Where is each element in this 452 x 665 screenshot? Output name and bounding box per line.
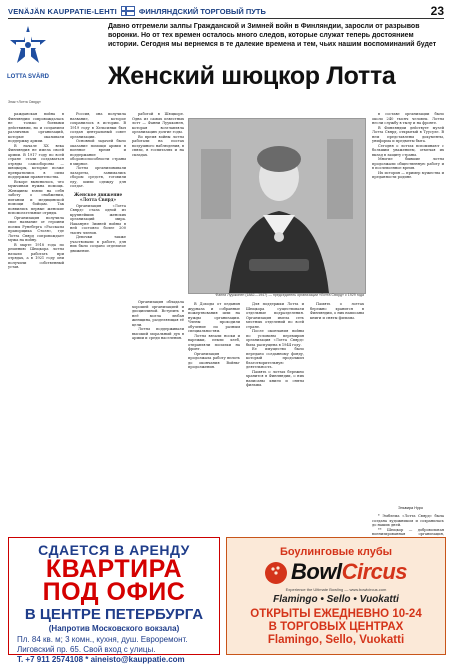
paragraph: Вскоре выяснилось, что мужчинам нужна помощь. Женщины взяли на себя заботу о снабжении, питании и медицинской помощи бойцам. Так появились первые женские вспомогательные отряды.: [8, 179, 64, 215]
paragraph: Организация продолжала работу вплоть до окончания Войны-продолжения.: [188, 351, 240, 369]
paragraph: Сегодня о лоттах вспоминают с большим уважением, отмечая их вклад в защиту страны.: [372, 143, 444, 157]
portrait-photo: [188, 118, 366, 294]
masthead-right: ФИНЛЯНДСКИЙ ТОРГОВЫЙ ПУТЬ: [138, 6, 266, 16]
bowling-locations: Flamingo • Sello • Vuokatti: [273, 594, 399, 605]
emblem-caption: Знак «Лотта Свярд»: [8, 100, 41, 104]
paragraph: В Финляндии действует музей Лотта Свярд, открытый в Туусуле. В нем представлены документы, униформа и предметы быта.: [372, 125, 444, 143]
paragraph: Девочки также участвовали в работе, для них было создано отдельное движение.: [70, 235, 126, 253]
page-header: [8, 4, 444, 19]
bowling-hours: ОТКРЫТЫ ЕЖЕДНЕВНО 10-24: [250, 608, 422, 620]
author-signature: Эльвира Нуро: [398, 506, 424, 510]
masthead-left: VENÄJÄN KAUPPATIE-LEHTI: [8, 6, 117, 16]
ad-detail-line: Лиговский пр. 65. Свой вход с улицы.: [17, 645, 156, 654]
subheading: Женское движение «Лотта Свярд»: [73, 191, 123, 202]
photo-caption: Фанни Луукконен (1882—1947) — председатель организации «Лотта Свярд» с 1929 года: [215, 293, 364, 297]
paragraph: Организация обладала хорошей организацией и дисциплиной. Вступить в неё могла любая женщина, разделяющая её цели.: [132, 300, 184, 327]
logo-word-circus: Circus: [341, 559, 408, 584]
ad-contact[interactable]: Т. +7 911 2574108 * aineisto@kauppatie.com: [17, 655, 185, 664]
article-column-1: [8, 112, 64, 270]
article-column-3b: [132, 300, 184, 341]
ad-detail-line: Пл. 84 кв. м; 3 комн., кухня, душ. Евроремонт.: [17, 635, 188, 644]
paragraph: Лотты вязали носки и варежки, пекли хлеб, отправляли посылки на фронт.: [188, 333, 240, 351]
paragraph: Ее имущество было передано созданному фонду, который продолжил благотворительную деятельность.: [246, 347, 304, 369]
article-title: Женский шюцкор Лотта: [108, 62, 396, 90]
bowling-ball-icon: [263, 560, 289, 586]
bowling-venues: Flamingo, Sello, Vuokatti: [267, 634, 405, 646]
emblem-text: LOTTA SVÄRD: [7, 74, 49, 80]
paragraph: Лотты поддерживали высокий моральный дух в армии и среди населения.: [132, 327, 184, 340]
paragraph: В Доходы от издания журнала и собранные пожертвования шли на нужды организации. Члены проходили обучение по разным специальностям.: [188, 302, 240, 333]
ad-details: [9, 633, 219, 665]
finland-flag-icon: [121, 6, 135, 16]
footnote: ** Шюцкор — добровольная военизированная организация,: [372, 527, 444, 536]
bowling-tagline: Experience the Ultimate Bowling — www.bowlcircus.com: [285, 587, 387, 592]
article-column-2: [70, 112, 126, 253]
article-column-4: [188, 302, 240, 370]
logo-word-bowl: Bowl: [291, 559, 342, 584]
footnote: * Эмблема «Лотта Свярд» была создана художником и сохранилась до наших дней.: [372, 514, 444, 527]
article-column-6: [372, 112, 444, 180]
paragraph: Лотты организовывали лазареты, занимались сбором средств, готовили еду, шили одежду для солдат.: [70, 166, 126, 188]
lotta-svard-emblem-icon: [8, 24, 48, 72]
paragraph: В начале XX века Финляндия не имела своей армии. В 1917 году по всей стране стали создаваться отряды самообороны — шюцкоры, которые позже превратились в силы поддержки правительства.: [8, 143, 64, 179]
article-lead: Давно отгремели залпы Гражданской и Зимней войн в Финляндии, заросли от разрывов воронки. Но от тех времен осталось много следов, которые служат теперь достоянием истории. Сегодня мы вернемся в те далекие времена и тем, чьих нашим воспоминаний будет: [108, 23, 437, 48]
paragraph: Память о лоттах бережно хранится в Финляндии, о них написаны книги и сняты фильмы.: [246, 369, 304, 387]
paragraph: Организация «Лотта Свярд» стала одной из крупнейших женских организаций мира. Накануне Зимней войны в ней состояло более 200 тысяч членов.: [70, 203, 126, 235]
paragraph: в составе организации было около 240 тысяч человек. Лотты несли службу в тылу и на фронте.: [372, 112, 444, 125]
paragraph: Россия, она получила название, которое сохранилось в истории. В 1919 году в Хельсинки был создан центральный совет организации.: [70, 112, 126, 139]
apartment-ad[interactable]: [8, 537, 220, 664]
paragraph: Многие бывшие лотты продолжали общественную работу и в послевоенное время.: [372, 157, 444, 170]
paragraph: Память о лоттах бережно хранится в Финляндии, о них написаны книги и сняты фильмы.: [310, 302, 365, 320]
paragraph: Организация получила свое название от героини поэмы Рунеберга «Рассказы прапорщика Столя», где Лотта Свярд сопровождает мужа на войну.: [8, 215, 64, 242]
paragraph: работой в Шюцкоре. Одна из самых известных лотт — Фанни Луукконен, которая возглавляла организацию долгие годы.: [132, 112, 184, 134]
article-column-5: [246, 302, 304, 388]
article-column-5b: [310, 302, 364, 320]
paragraph: ражданская война в Финляндии сопровождалась не только боевыми действиями, но и созданием различных организаций, которые оказывали поддержку армии.: [8, 112, 64, 143]
bowling-venues-label: В ТОРГОВЫХ ЦЕНТРАХ: [268, 621, 404, 633]
ad-landmark: (Напротив Московского вокзала): [48, 624, 180, 633]
paragraph: После окончания войны по условиям перемирия организация «Лотта Свярд» была распущена в 1944 году.: [246, 329, 304, 347]
paragraph: Для поддержки Лотта и Шюцкора существовали отдельные подразделения. Организация имела сеть местных отделений по всей стране.: [246, 302, 304, 329]
ad-title-line-1: КВАРТИРА: [45, 555, 183, 583]
ad-heading: СДАЕТСЯ В АРЕНДУ: [38, 542, 190, 558]
article-column-3: [132, 112, 184, 157]
page-number: 23: [430, 4, 444, 18]
bowling-heading: Боулинговые клубы: [279, 546, 393, 558]
ad-location: В ЦЕНТРЕ ПЕТЕРБУРГА: [24, 606, 204, 623]
paragraph: Во время войны лотты работали на постах воздушного наблюдения, в связи, в госпиталях и на складах.: [132, 134, 184, 157]
bowling-ad[interactable]: [226, 537, 446, 655]
paragraph: Их история — пример мужества и преданности родине.: [372, 170, 444, 179]
bowlcircus-logo: [261, 560, 411, 586]
ad-title-line-2: ПОД ОФИС: [42, 578, 186, 606]
paragraph: В марте 1918 года по решению Шюцкора лотты начали работать при отрядах, а в 1921 году они получили собственный устав.: [8, 242, 64, 269]
paragraph: Основной задачей было оказание помощи армии в военное время и поддержание обороноспособности страны в мирное.: [70, 139, 126, 166]
